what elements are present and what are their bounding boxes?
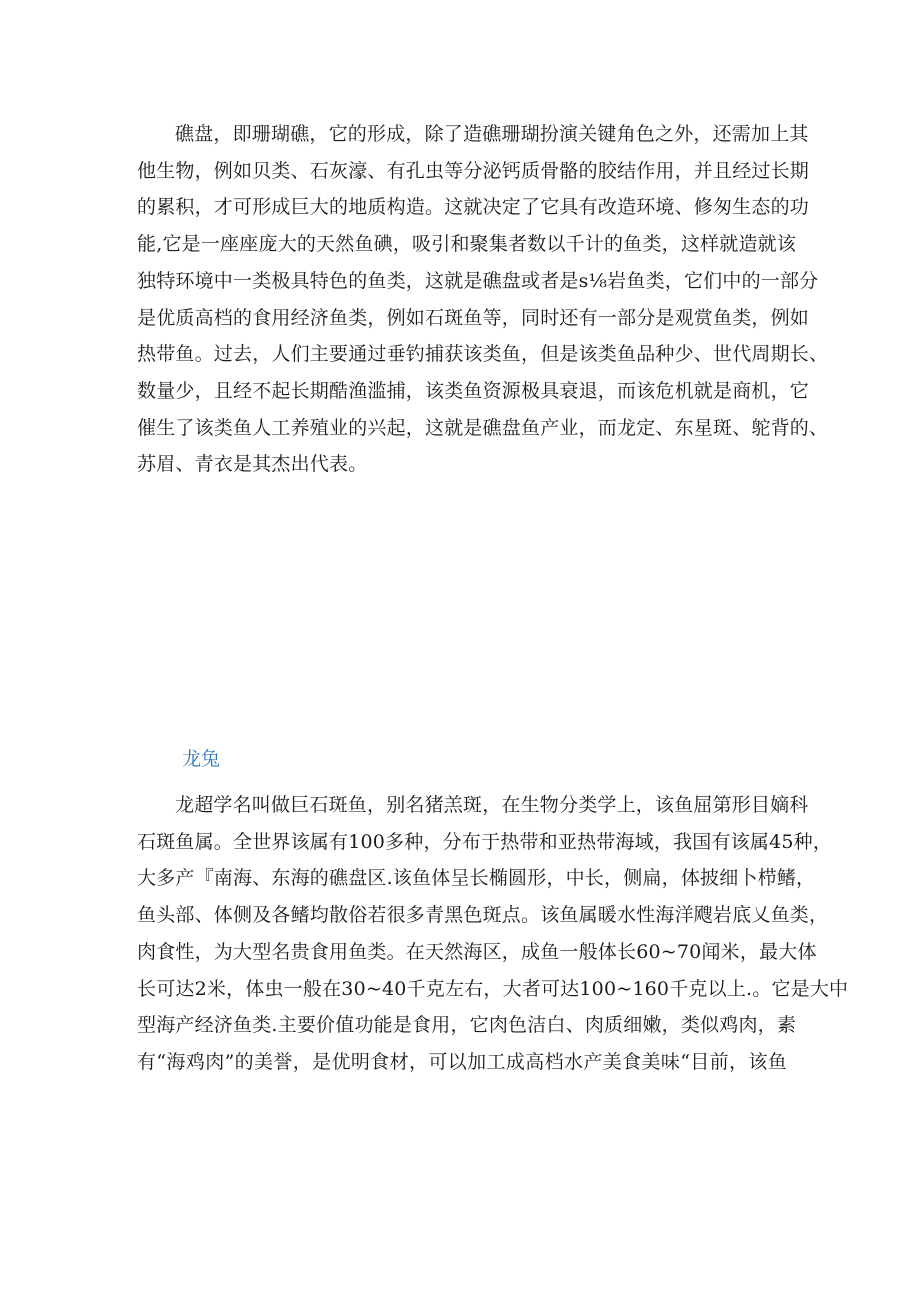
paragraph-line: 催生了该类鱼人工养殖业的兴起，这就是礁盘鱼产业，而龙定、东星斑、鸵背的、 xyxy=(137,416,829,439)
paragraph-grouper-description xyxy=(137,787,849,1081)
paragraph-line: 型海产经济鱼类.主要价值功能是食用，它肉色洁白、肉质细嫩，类似鸡肉，素 xyxy=(137,1014,797,1037)
paragraph-line: 独特环境中一类极具特色的鱼类，这就是礁盘或者是s⅛岩鱼类，它们中的一部分 xyxy=(137,269,819,292)
paragraph-line: 礁盘，即珊瑚礁，它的形成，除了造礁珊瑚扮演关键角色之外，还需加上其 xyxy=(175,123,809,145)
paragraph-line: 能,它是一座座庞大的天然鱼碘，吸引和聚集者数以千计的鱼类，这样就造就该 xyxy=(137,233,797,256)
paragraph-line: 肉食性，为大型名贵食用鱼类。在天然海区，成鱼一般体长60~70闻米，最大体 xyxy=(137,940,817,963)
paragraph-line: 长可达2米，体虫一般在30~40千克左右，大者可达100~160千克以上.。它是大中 xyxy=(137,977,849,1000)
paragraph-reef-intro xyxy=(137,116,829,483)
section-heading: 龙兔 xyxy=(182,748,221,770)
paragraph-line: 龙超学名叫做巨石斑鱼，别名猪羔斑，在生物分类学上，该鱼屈第形目嫡科 xyxy=(175,794,809,816)
paragraph-line: 是优质高档的食用经济鱼类，例如石斑鱼等，同时还有一部分是观赏鱼类，例如 xyxy=(137,306,810,329)
paragraph-line: 大多产『南海、东海的礁盘区.该鱼体呈长椭圆形，中长，侧扁，体披细卜栉鳍， xyxy=(137,867,816,890)
paragraph-line: 数量少，且经不起长期酷渔滥捕，该类鱼资源极具衰退，而该危机就是商机，它 xyxy=(137,379,810,402)
paragraph-line: 鱼头部、体侧及各鳍均散俗若很多青黑色斑点。该鱼属暖水性海洋飕岩底乂鱼类， xyxy=(137,904,829,927)
paragraph-line: 热带鱼。过去，人们主要通过垂钓捕获该类鱼，但是该类鱼品种少、世代周期长、 xyxy=(137,343,829,366)
paragraph-line: 他生物，例如贝类、石灰濠、有孔虫等分泌钙质骨骼的胶结作用，并且经过长期 xyxy=(137,159,810,182)
paragraph-line: 苏眉、青衣是其杰出代表。 xyxy=(137,453,368,476)
paragraph-line: 的累积，才可形成巨大的地质构造。这就决定了它具有改造环境、修匆生态的功 xyxy=(137,196,810,219)
paragraph-line: 石斑鱼属。全世界该属有100多种，分布于热带和亚热带海域，我国有该属45种， xyxy=(137,830,833,853)
paragraph-line: 有“海鸡肉”的美誉，是优明食材，可以加工成高档水产美食美味“目前，该鱼 xyxy=(137,1050,787,1073)
